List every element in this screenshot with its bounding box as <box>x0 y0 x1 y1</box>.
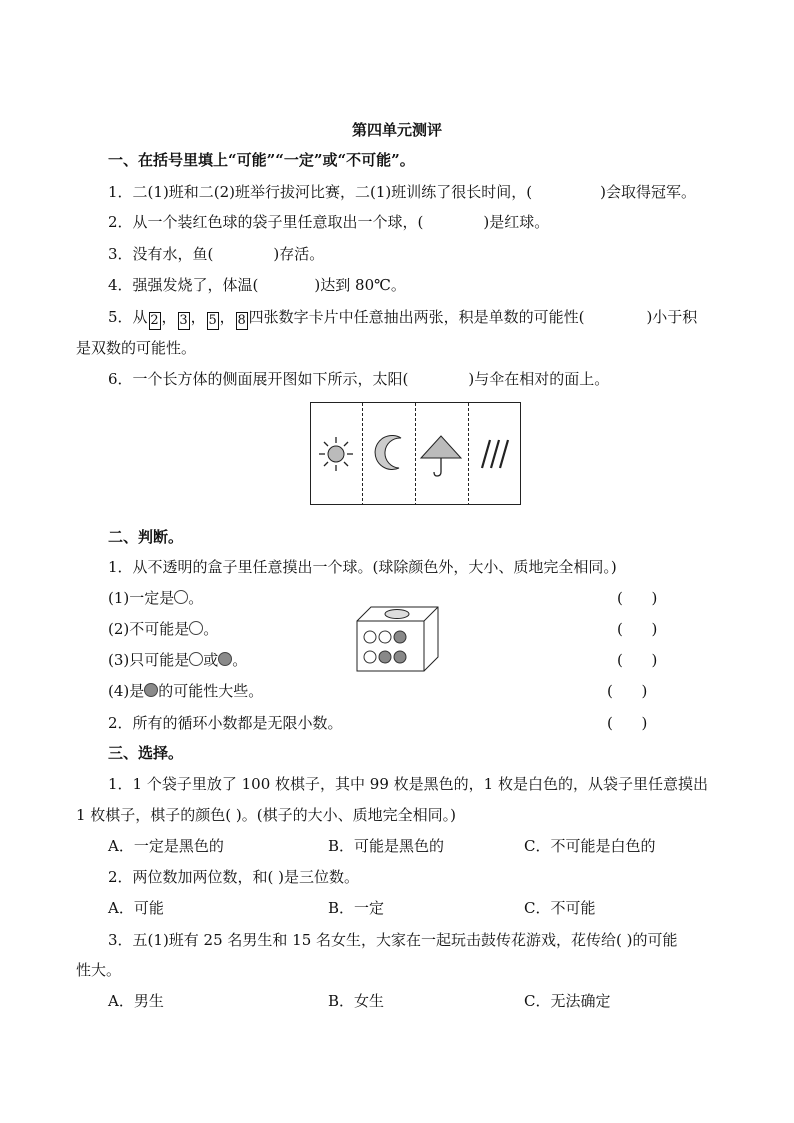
option-c[interactable]: C．无法确定 <box>524 992 611 1010</box>
s2-item-3: (3)只可能是 或 。 <box>108 651 248 669</box>
s1-question-5: 5．从 2 ， 3 ， 5 ， 8 四张数字卡片中任意抽出两张，积是单数的可能性( )小于积 <box>108 308 698 328</box>
option-c[interactable]: C．不可能 <box>524 899 596 917</box>
white-ball-icon <box>174 590 188 604</box>
s3-question-1: 1．1 个袋子里放了 100 枚棋子，其中 99 枚是黑色的，1 枚是白色的，从袋子里任意摸出 <box>108 775 708 793</box>
white-ball-icon <box>364 631 376 643</box>
number-card: 5 <box>208 313 217 328</box>
option-b[interactable]: B．女生 <box>328 992 385 1010</box>
page-title: 第四单元测评 <box>351 121 442 139</box>
option-a[interactable]: A．可能 <box>108 899 164 917</box>
cuboid-net-figure <box>310 402 521 505</box>
s1-question-3: 3．没有水，鱼( )存活。 <box>108 245 325 263</box>
answer-paren[interactable]: ( ) <box>607 714 648 732</box>
gray-ball-icon <box>394 651 406 663</box>
white-ball-icon <box>189 621 203 635</box>
answer-paren[interactable]: ( ) <box>617 651 658 669</box>
gray-ball-icon <box>218 652 232 666</box>
s3-question-3: 3．五(1)班有 25 名男生和 15 名女生，大家在一起玩击鼓传花游戏，花传给( )的可能 <box>108 931 678 949</box>
section-3-heading: 三、选择。 <box>108 744 184 762</box>
answer-paren[interactable]: ( ) <box>607 682 648 700</box>
section-1-heading: 一、在括号里填上“可能”“一定”或“不可能”。 <box>108 151 415 169</box>
s3-question-3-cont: 性大。 <box>76 961 122 979</box>
ball-box-figure <box>354 604 442 674</box>
s2-item-4: (4)是 的可能性大些。 <box>108 682 264 700</box>
white-ball-icon <box>364 651 376 663</box>
s2-question-1: 1．从不透明的盒子里任意摸出一个球。(球除颜色外，大小、质地完全相同。) <box>108 558 617 576</box>
s2-item-1: (1)一定是 。 <box>108 589 204 607</box>
gray-ball-icon <box>394 631 406 643</box>
answer-paren[interactable]: ( ) <box>617 620 658 638</box>
gray-ball-icon <box>379 651 391 663</box>
option-a[interactable]: A．男生 <box>108 992 164 1010</box>
answer-paren[interactable]: ( ) <box>617 589 658 607</box>
option-a[interactable]: A．一定是黑色的 <box>108 837 224 855</box>
sun-icon <box>319 437 353 471</box>
s1-question-5-cont: 是双数的可能性。 <box>76 339 197 357</box>
section-2-heading: 二、判断。 <box>108 528 184 546</box>
option-b[interactable]: B．一定 <box>328 899 385 917</box>
option-b[interactable]: B．可能是黑色的 <box>328 837 445 855</box>
gray-ball-icon <box>144 683 158 697</box>
s1-question-2: 2．从一个装红色球的袋子里任意取出一个球，( )是红球。 <box>108 213 550 231</box>
s1-question-1: 1．二(1)班和二(2)班举行拔河比赛，二(1)班训练了很长时间，( )会取得冠军。 <box>108 183 696 201</box>
white-ball-icon <box>379 631 391 643</box>
option-c[interactable]: C．不可能是白色的 <box>524 837 656 855</box>
s2-item-2: (2)不可能是 。 <box>108 620 219 638</box>
s1-question-4: 4．强强发烧了，体温( )达到 80℃。 <box>108 276 406 294</box>
number-card: 3 <box>179 313 188 328</box>
number-card: 2 <box>150 313 159 328</box>
s3-question-2: 2．两位数加两位数，和( )是三位数。 <box>108 868 360 886</box>
s3-question-1-cont: 1 枚棋子，棋子的颜色( )。(棋子的大小、质地完全相同。) <box>76 806 456 824</box>
s2-question-2: 2．所有的循环小数都是无限小数。 <box>108 714 343 732</box>
s1-question-6: 6．一个长方体的侧面展开图如下所示，太阳( )与伞在相对的面上。 <box>108 370 610 388</box>
white-ball-icon <box>189 652 203 666</box>
number-card: 8 <box>237 313 246 328</box>
